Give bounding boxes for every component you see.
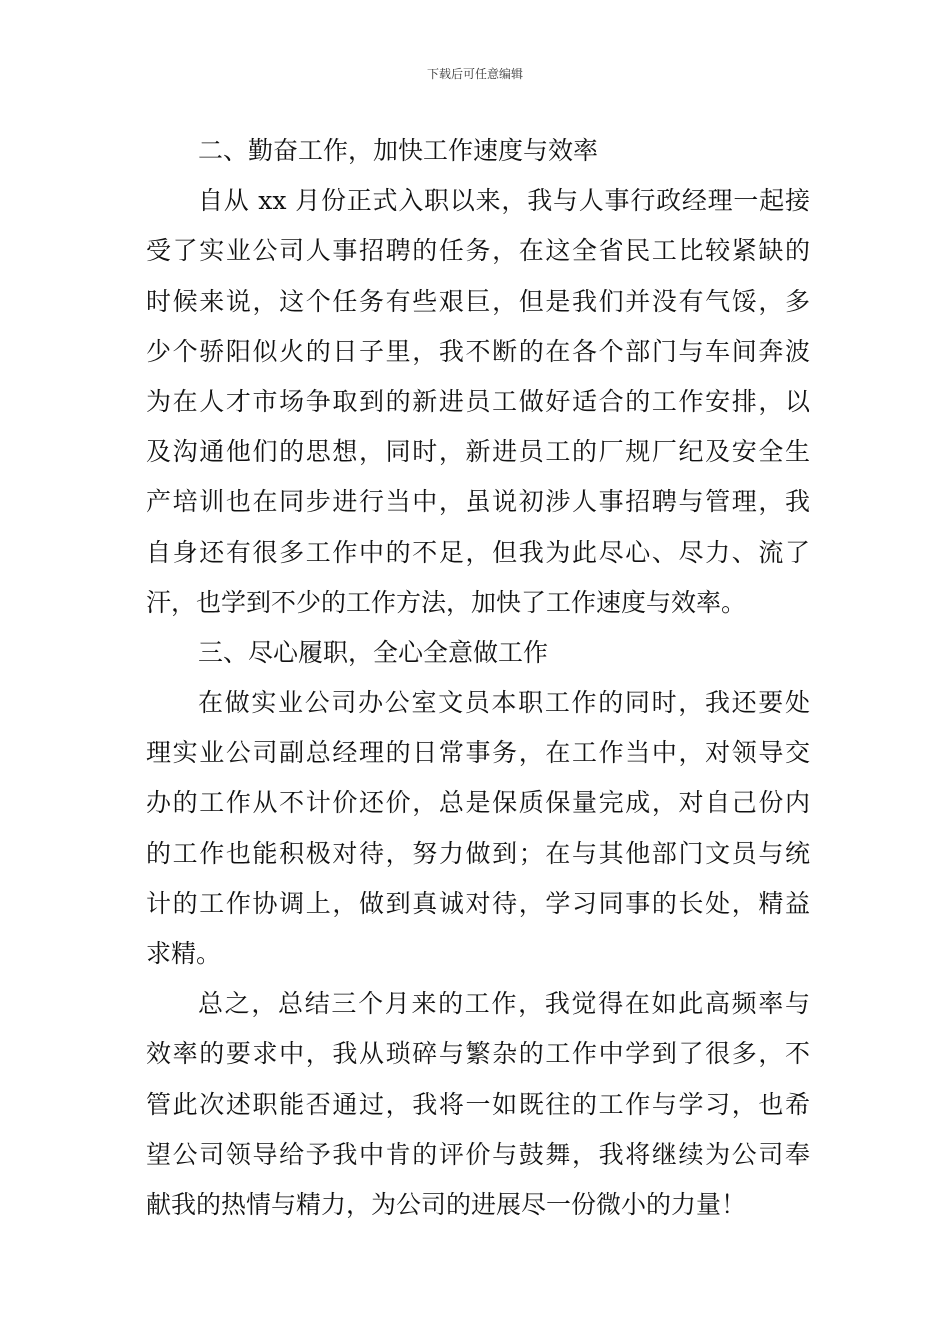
paragraph-line: 献我的热情与精力，为公司的进展尽一份微小的力量！ [146, 1189, 747, 1219]
page-header: 下载后可任意编辑 [426, 67, 523, 81]
paragraph-line: 望公司领导给予我中肯的评价与鼓舞，我将继续为公司奉 [146, 1139, 810, 1169]
paragraph-line: 在做实业公司办公室文员本职工作的同时，我还要处 [198, 688, 810, 718]
paragraph-line: 计的工作协调上，做到真诚对待，学习同事的长处，精益 [146, 888, 810, 918]
section-heading-3: 三、尽心履职，全心全意做工作 [198, 637, 549, 667]
paragraph-line: 自身还有很多工作中的不足，但我为此尽心、尽力、流了 [146, 537, 810, 567]
paragraph-line: 为在人才市场争取到的新进员工做好适合的工作安排，以 [146, 386, 810, 416]
paragraph-line: 办的工作从不计价还价，总是保质保量完成，对自己份内 [146, 788, 810, 818]
paragraph-line: 管此次述职能否通过，我将一如既往的工作与学习，也希 [146, 1089, 810, 1119]
paragraph-line: 理实业公司副总经理的日常事务，在工作当中，对领导交 [146, 738, 810, 768]
paragraph-line: 的工作也能积极对待，努力做到；在与其他部门文员与统 [146, 838, 810, 868]
paragraph-line: 自从 xx 月份正式入职以来，我与人事行政经理一起接 [198, 186, 810, 216]
paragraph-line: 汗，也学到不少的工作方法，加快了工作速度与效率。 [146, 587, 747, 617]
paragraph-line: 产培训也在同步进行当中，虽说初涉人事招聘与管理，我 [146, 487, 810, 517]
paragraph-line: 少个骄阳似火的日子里，我不断的在各个部门与车间奔波 [146, 336, 810, 366]
paragraph-line: 时候来说，这个任务有些艰巨，但是我们并没有气馁，多 [146, 286, 810, 316]
paragraph-line: 求精。 [146, 939, 222, 968]
paragraph-line: 受了实业公司人事招聘的任务，在这全省民工比较紧缺的 [146, 236, 810, 266]
paragraph-line: 及沟通他们的思想，同时，新进员工的厂规厂纪及安全生 [146, 437, 810, 467]
document-body [146, 126, 810, 1230]
paragraph-line: 效率的要求中，我从琐碎与繁杂的工作中学到了很多，不 [146, 1039, 810, 1069]
paragraph-line: 总之，总结三个月来的工作，我觉得在如此高频率与 [198, 989, 810, 1019]
section-heading-2: 二、勤奋工作，加快工作速度与效率 [198, 136, 599, 165]
